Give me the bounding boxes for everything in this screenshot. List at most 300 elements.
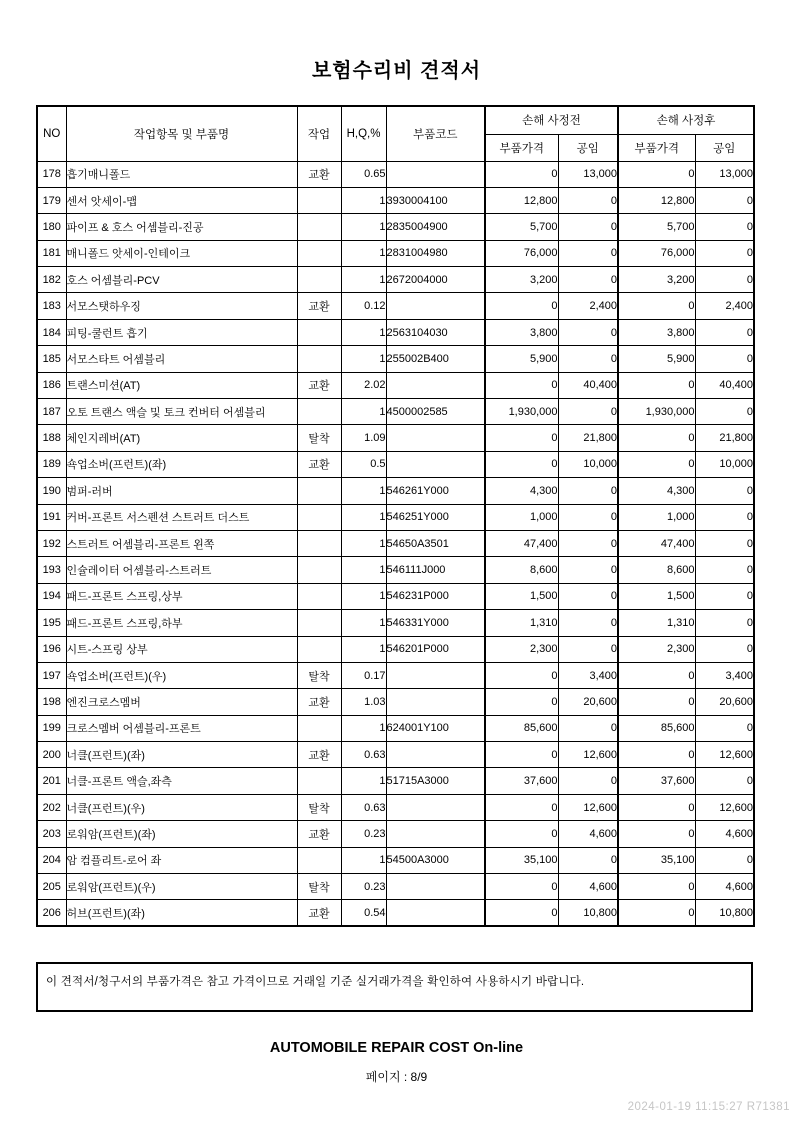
cell-work (297, 240, 341, 266)
cell-code: 2563104030 (386, 319, 485, 345)
cell-no: 193 (37, 557, 66, 583)
cell-hq: 1 (341, 610, 386, 636)
cell-hq: 1.03 (341, 689, 386, 715)
header-after-part-price: 부품가격 (618, 134, 695, 161)
cell-code (386, 874, 485, 900)
table-row (37, 742, 754, 768)
cell-no: 196 (37, 636, 66, 662)
cell-a_labor: 0 (695, 715, 754, 741)
cell-a_labor: 4,600 (695, 821, 754, 847)
notice-text: 이 견적서/청구서의 부품가격은 참고 가격이므로 거래일 기준 실거래가격을 확인하여 사용하시기 바랍니다. (46, 976, 585, 988)
cell-no: 205 (37, 874, 66, 900)
cell-code: 2831004980 (386, 240, 485, 266)
cell-a_price: 85,600 (618, 715, 695, 741)
cell-item: 시트-스프링 상부 (66, 636, 297, 662)
cell-hq: 1 (341, 214, 386, 240)
cell-work (297, 346, 341, 372)
cell-a_price: 37,600 (618, 768, 695, 794)
header-no: NO (37, 106, 66, 161)
cell-b_labor: 12,600 (558, 742, 618, 768)
cell-b_labor: 4,600 (558, 821, 618, 847)
cell-work: 탈착 (297, 662, 341, 688)
cell-hq: 1 (341, 583, 386, 609)
cell-b_labor: 21,800 (558, 425, 618, 451)
cell-hq: 0.23 (341, 821, 386, 847)
cell-b_labor: 0 (558, 847, 618, 873)
cell-b_labor: 40,400 (558, 372, 618, 398)
table-row (37, 610, 754, 636)
cell-no: 186 (37, 372, 66, 398)
table-row (37, 821, 754, 847)
table-row (37, 583, 754, 609)
table-row (37, 847, 754, 873)
cell-b_price: 37,600 (485, 768, 558, 794)
cell-b_labor: 0 (558, 583, 618, 609)
cell-b_labor: 10,800 (558, 900, 618, 926)
cell-b_labor: 0 (558, 187, 618, 213)
cell-no: 204 (37, 847, 66, 873)
cell-a_price: 0 (618, 161, 695, 187)
cell-b_price: 1,930,000 (485, 399, 558, 425)
table-row (37, 689, 754, 715)
table-row (37, 161, 754, 187)
cell-b_price: 0 (485, 425, 558, 451)
cell-code: 3930004100 (386, 187, 485, 213)
cell-b_labor: 0 (558, 478, 618, 504)
cell-a_price: 2,300 (618, 636, 695, 662)
cell-no: 187 (37, 399, 66, 425)
cell-hq: 1.09 (341, 425, 386, 451)
cell-code: 2835004900 (386, 214, 485, 240)
cell-item: 호스 어셈블리-PCV (66, 267, 297, 293)
cell-code: 546261Y000 (386, 478, 485, 504)
cell-hq: 1 (341, 319, 386, 345)
cell-hq: 1 (341, 240, 386, 266)
cell-a_labor: 0 (695, 214, 754, 240)
cell-code (386, 293, 485, 319)
cell-code (386, 662, 485, 688)
cell-b_labor: 0 (558, 768, 618, 794)
cell-item: 범퍼-러버 (66, 478, 297, 504)
cell-b_labor: 0 (558, 530, 618, 556)
cell-b_labor: 0 (558, 319, 618, 345)
cell-hq: 1 (341, 346, 386, 372)
cell-code: 255002B400 (386, 346, 485, 372)
cell-b_price: 1,310 (485, 610, 558, 636)
table-row (37, 900, 754, 926)
table-body (37, 161, 754, 926)
cell-hq: 1 (341, 504, 386, 530)
cell-hq: 0.5 (341, 451, 386, 477)
cell-a_price: 0 (618, 900, 695, 926)
cell-a_labor: 12,600 (695, 794, 754, 820)
cell-a_price: 35,100 (618, 847, 695, 873)
cell-b_price: 35,100 (485, 847, 558, 873)
cell-hq: 1 (341, 530, 386, 556)
table-header (37, 106, 754, 161)
cell-item: 서모스타트 어셈블리 (66, 346, 297, 372)
cell-a_price: 0 (618, 821, 695, 847)
cell-code (386, 451, 485, 477)
cell-item: 체인지레버(AT) (66, 425, 297, 451)
cell-hq: 1 (341, 478, 386, 504)
cell-item: 패드-프론트 스프링,하부 (66, 610, 297, 636)
cell-b_labor: 12,600 (558, 794, 618, 820)
cell-work: 교환 (297, 821, 341, 847)
cell-a_labor: 0 (695, 267, 754, 293)
cell-a_price: 0 (618, 662, 695, 688)
cell-no: 184 (37, 319, 66, 345)
cell-a_labor: 0 (695, 768, 754, 794)
cell-no: 206 (37, 900, 66, 926)
table-row (37, 715, 754, 741)
cell-work (297, 319, 341, 345)
cell-a_labor: 0 (695, 847, 754, 873)
cell-no: 199 (37, 715, 66, 741)
cell-no: 190 (37, 478, 66, 504)
cell-b_labor: 0 (558, 610, 618, 636)
header-part-code: 부품코드 (386, 106, 485, 161)
cell-a_price: 5,900 (618, 346, 695, 372)
header-item: 작업항목 및 부품명 (66, 106, 297, 161)
cell-no: 198 (37, 689, 66, 715)
cell-b_labor: 3,400 (558, 662, 618, 688)
table-row (37, 530, 754, 556)
cell-code (386, 742, 485, 768)
cell-code: 624001Y100 (386, 715, 485, 741)
cell-b_price: 0 (485, 689, 558, 715)
cell-b_price: 47,400 (485, 530, 558, 556)
cell-work: 교환 (297, 742, 341, 768)
cell-hq: 0.12 (341, 293, 386, 319)
cell-item: 너클(프런트)(우) (66, 794, 297, 820)
cell-a_price: 1,500 (618, 583, 695, 609)
cell-no: 191 (37, 504, 66, 530)
cell-item: 패드-프론트 스프링,상부 (66, 583, 297, 609)
cell-hq: 1 (341, 636, 386, 662)
table-row (37, 319, 754, 345)
table-row (37, 346, 754, 372)
cell-work (297, 267, 341, 293)
cell-a_labor: 0 (695, 557, 754, 583)
header-after-labor: 공임 (695, 134, 754, 161)
table-row (37, 425, 754, 451)
cell-a_labor: 0 (695, 504, 754, 530)
cell-item: 엔진크로스멤버 (66, 689, 297, 715)
cell-a_labor: 13,000 (695, 161, 754, 187)
cell-code (386, 161, 485, 187)
cell-b_price: 3,200 (485, 267, 558, 293)
cell-no: 200 (37, 742, 66, 768)
cell-no: 201 (37, 768, 66, 794)
cell-no: 188 (37, 425, 66, 451)
table-row (37, 662, 754, 688)
cell-b_labor: 20,600 (558, 689, 618, 715)
cell-code (386, 425, 485, 451)
cell-code (386, 794, 485, 820)
cell-a_price: 5,700 (618, 214, 695, 240)
cell-item: 인슐레이터 어셈블리-스트러트 (66, 557, 297, 583)
header-after-group: 손해 사정후 (618, 106, 754, 134)
cell-b_labor: 0 (558, 715, 618, 741)
cell-a_price: 4,300 (618, 478, 695, 504)
cell-item: 센서 앗세이-맵 (66, 187, 297, 213)
cell-work: 탈착 (297, 794, 341, 820)
cell-a_labor: 0 (695, 636, 754, 662)
cell-a_price: 0 (618, 794, 695, 820)
cell-a_labor: 3,400 (695, 662, 754, 688)
cell-a_labor: 0 (695, 478, 754, 504)
cell-code: 546201P000 (386, 636, 485, 662)
table-row (37, 557, 754, 583)
table-row (37, 504, 754, 530)
cell-hq: 0.63 (341, 794, 386, 820)
cell-a_price: 3,200 (618, 267, 695, 293)
cell-a_price: 0 (618, 425, 695, 451)
cell-item: 너클(프런트)(좌) (66, 742, 297, 768)
cell-work: 교환 (297, 372, 341, 398)
cell-b_price: 5,700 (485, 214, 558, 240)
cell-item: 피팅-쿨런트 흡기 (66, 319, 297, 345)
cell-no: 179 (37, 187, 66, 213)
cell-no: 182 (37, 267, 66, 293)
cell-work: 교환 (297, 293, 341, 319)
header-before-labor: 공임 (558, 134, 618, 161)
cell-code (386, 821, 485, 847)
cell-a_labor: 0 (695, 346, 754, 372)
cell-a_price: 3,800 (618, 319, 695, 345)
cell-work (297, 557, 341, 583)
cell-b_price: 0 (485, 874, 558, 900)
cell-b_labor: 0 (558, 267, 618, 293)
cell-no: 189 (37, 451, 66, 477)
cell-item: 크로스멤버 어셈블리-프론트 (66, 715, 297, 741)
cell-b_labor: 0 (558, 399, 618, 425)
cell-b_price: 85,600 (485, 715, 558, 741)
cell-item: 로워암(프런트)(우) (66, 874, 297, 900)
cell-item: 로워암(프런트)(좌) (66, 821, 297, 847)
cell-b_labor: 0 (558, 346, 618, 372)
cell-work (297, 478, 341, 504)
cell-b_labor: 2,400 (558, 293, 618, 319)
cell-work: 교환 (297, 451, 341, 477)
cell-work: 교환 (297, 689, 341, 715)
cell-item: 트랜스미션(AT) (66, 372, 297, 398)
cell-b_price: 0 (485, 451, 558, 477)
table-row (37, 372, 754, 398)
cell-no: 197 (37, 662, 66, 688)
cell-item: 서모스탯하우징 (66, 293, 297, 319)
table-row (37, 214, 754, 240)
cell-work: 교환 (297, 900, 341, 926)
cell-a_price: 1,310 (618, 610, 695, 636)
header-work: 작업 (297, 106, 341, 161)
cell-a_price: 0 (618, 451, 695, 477)
cell-hq: 0.23 (341, 874, 386, 900)
cell-item: 암 컴플리트-로어 좌 (66, 847, 297, 873)
cell-a_labor: 10,000 (695, 451, 754, 477)
cell-no: 185 (37, 346, 66, 372)
cell-a_price: 0 (618, 689, 695, 715)
cell-a_price: 12,800 (618, 187, 695, 213)
cell-a_labor: 12,600 (695, 742, 754, 768)
table-row (37, 451, 754, 477)
cell-no: 178 (37, 161, 66, 187)
table-row (37, 187, 754, 213)
table-row (37, 636, 754, 662)
cell-b_price: 1,500 (485, 583, 558, 609)
cell-b_price: 0 (485, 742, 558, 768)
cell-b_price: 3,800 (485, 319, 558, 345)
cell-b_labor: 0 (558, 557, 618, 583)
cell-a_price: 0 (618, 293, 695, 319)
cell-item: 스트러트 어셈블리-프론트 왼쪽 (66, 530, 297, 556)
cell-a_price: 0 (618, 372, 695, 398)
cell-no: 183 (37, 293, 66, 319)
page-number: 페이지 : 8/9 (365, 1070, 428, 1084)
cell-b_labor: 0 (558, 504, 618, 530)
cell-a_price: 76,000 (618, 240, 695, 266)
notice-box (36, 962, 753, 1012)
timestamp: 2024-01-19 11:15:27 R71381 (627, 1101, 790, 1113)
estimate-table (36, 105, 755, 927)
cell-b_price: 4,300 (485, 478, 558, 504)
cell-item: 허브(프런트)(좌) (66, 900, 297, 926)
cell-code: 546231P000 (386, 583, 485, 609)
cell-code: 2672004000 (386, 267, 485, 293)
cell-code (386, 689, 485, 715)
cell-a_labor: 0 (695, 583, 754, 609)
header-hq: H,Q,% (341, 106, 386, 161)
cell-hq: 2.02 (341, 372, 386, 398)
cell-b_price: 0 (485, 372, 558, 398)
header-before-part-price: 부품가격 (485, 134, 558, 161)
cell-a_labor: 0 (695, 399, 754, 425)
cell-item: 커버-프론트 서스펜션 스트러트 더스트 (66, 504, 297, 530)
cell-code (386, 372, 485, 398)
cell-item: 쇽업소버(프런트)(좌) (66, 451, 297, 477)
cell-b_price: 1,000 (485, 504, 558, 530)
cell-b_price: 0 (485, 662, 558, 688)
cell-a_price: 0 (618, 742, 695, 768)
cell-hq: 1 (341, 768, 386, 794)
cell-a_labor: 10,800 (695, 900, 754, 926)
cell-b_price: 0 (485, 900, 558, 926)
cell-no: 192 (37, 530, 66, 556)
cell-a_price: 8,600 (618, 557, 695, 583)
cell-a_price: 1,000 (618, 504, 695, 530)
cell-item: 매니폴드 앗세이-인테이크 (66, 240, 297, 266)
estimate-table-wrap (36, 105, 755, 927)
cell-work (297, 583, 341, 609)
cell-item: 너클-프론트 액슬,좌측 (66, 768, 297, 794)
cell-item: 쇽업소버(프런트)(우) (66, 662, 297, 688)
cell-a_price: 47,400 (618, 530, 695, 556)
cell-a_labor: 0 (695, 240, 754, 266)
cell-hq: 0.17 (341, 662, 386, 688)
cell-a_labor: 0 (695, 530, 754, 556)
table-row (37, 874, 754, 900)
cell-b_price: 0 (485, 293, 558, 319)
cell-hq: 1 (341, 715, 386, 741)
page-title: 보험수리비 견적서 (311, 60, 482, 82)
cell-b_price: 76,000 (485, 240, 558, 266)
cell-code (386, 900, 485, 926)
cell-work: 교환 (297, 161, 341, 187)
cell-work (297, 636, 341, 662)
table-row (37, 768, 754, 794)
cell-b_price: 12,800 (485, 187, 558, 213)
cell-a_labor: 0 (695, 610, 754, 636)
cell-b_labor: 4,600 (558, 874, 618, 900)
cell-no: 194 (37, 583, 66, 609)
cell-a_labor: 40,400 (695, 372, 754, 398)
table-row (37, 794, 754, 820)
cell-code: 546251Y000 (386, 504, 485, 530)
cell-b_price: 5,900 (485, 346, 558, 372)
cell-a_labor: 2,400 (695, 293, 754, 319)
cell-work (297, 847, 341, 873)
cell-no: 181 (37, 240, 66, 266)
cell-no: 202 (37, 794, 66, 820)
table-row (37, 399, 754, 425)
cell-hq: 1 (341, 267, 386, 293)
cell-work (297, 399, 341, 425)
cell-hq: 1 (341, 557, 386, 583)
cell-code: 546111J000 (386, 557, 485, 583)
header-before-group: 손해 사정전 (485, 106, 618, 134)
cell-a_labor: 0 (695, 187, 754, 213)
cell-a_price: 1,930,000 (618, 399, 695, 425)
cell-work: 탈착 (297, 425, 341, 451)
cell-b_labor: 0 (558, 636, 618, 662)
cell-hq: 0.65 (341, 161, 386, 187)
cell-hq: 1 (341, 399, 386, 425)
cell-no: 203 (37, 821, 66, 847)
cell-b_price: 0 (485, 794, 558, 820)
cell-b_price: 2,300 (485, 636, 558, 662)
cell-b_price: 0 (485, 821, 558, 847)
cell-a_labor: 4,600 (695, 874, 754, 900)
brand-text: AUTOMOBILE REPAIR COST On-line (269, 1040, 524, 1056)
cell-work (297, 530, 341, 556)
cell-hq: 1 (341, 187, 386, 213)
cell-b_labor: 0 (558, 214, 618, 240)
cell-b_price: 0 (485, 161, 558, 187)
cell-work (297, 504, 341, 530)
cell-work (297, 610, 341, 636)
cell-no: 180 (37, 214, 66, 240)
cell-b_labor: 0 (558, 240, 618, 266)
table-row (37, 267, 754, 293)
table-row (37, 240, 754, 266)
cell-work (297, 715, 341, 741)
cell-no: 195 (37, 610, 66, 636)
cell-item: 흡기매니폴드 (66, 161, 297, 187)
cell-code: 51715A3000 (386, 768, 485, 794)
cell-work (297, 187, 341, 213)
cell-item: 파이프 & 호스 어셈블리-진공 (66, 214, 297, 240)
cell-work: 탈착 (297, 874, 341, 900)
cell-hq: 1 (341, 847, 386, 873)
cell-code: 54650A3501 (386, 530, 485, 556)
cell-hq: 0.63 (341, 742, 386, 768)
cell-a_labor: 20,600 (695, 689, 754, 715)
cell-b_price: 8,600 (485, 557, 558, 583)
table-row (37, 478, 754, 504)
cell-item: 오토 트랜스 액슬 및 토크 컨버터 어셈블리 (66, 399, 297, 425)
cell-work (297, 768, 341, 794)
